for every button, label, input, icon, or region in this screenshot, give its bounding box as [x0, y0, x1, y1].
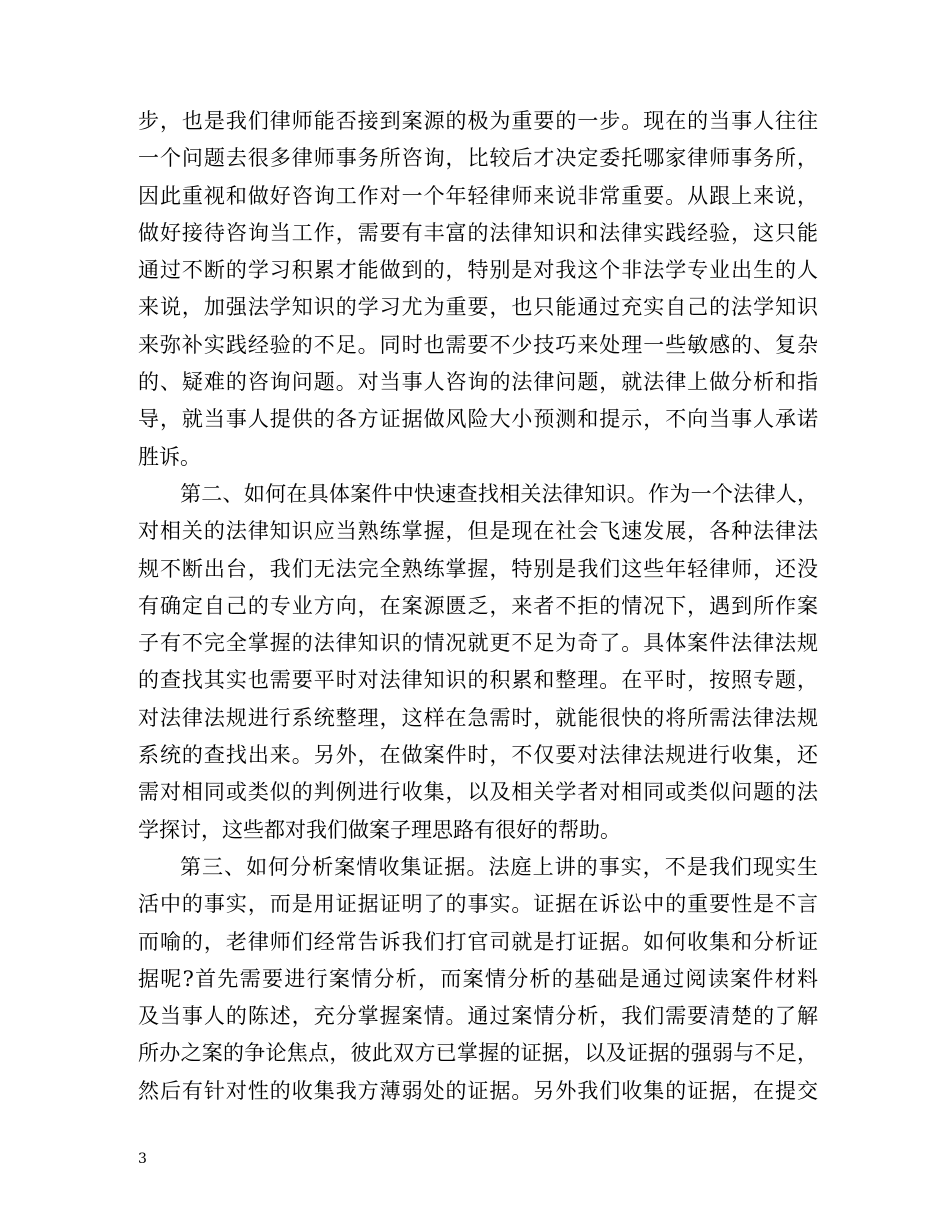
text-line: 导，就当事人提供的各方证据做风险大小预测和提示，不向当事人承诺 — [138, 407, 818, 432]
text-line: 及当事人的陈述，充分掌握案情。通过案情分析，我们需要清楚的了解 — [138, 1004, 818, 1029]
text-line: 第二、如何在具体案件中快速查找相关法律知识。作为一个法律人， — [180, 481, 818, 506]
text-line: 对相关的法律知识应当熟练掌握，但是现在社会飞速发展，各种法律法 — [138, 519, 818, 544]
text-line: 通过不断的学习积累才能做到的，特别是对我这个非法学专业出生的人 — [138, 258, 818, 283]
text-line: 而喻的，老律师们经常告诉我们打官司就是打证据。如何收集和分析证 — [138, 929, 818, 954]
text-line: 来弥补实践经验的不足。同时也需要不少技巧来处理一些敏感的、复杂 — [138, 332, 818, 357]
body-text — [138, 103, 818, 1110]
text-line: 的查找其实也需要平时对法律知识的积累和整理。在平时，按照专题， — [138, 668, 818, 693]
text-line: 步，也是我们律师能否接到案源的极为重要的一步。现在的当事人往往 — [138, 109, 818, 133]
text-line: 做好接待咨询当工作，需要有丰富的法律知识和法律实践经验，这只能 — [138, 220, 818, 245]
text-line: 第三、如何分析案情收集证据。法庭上讲的事实，不是我们现实生 — [180, 854, 818, 879]
text-line: 的、疑难的咨询问题。对当事人咨询的法律问题，就法律上做分析和指 — [138, 370, 818, 395]
text-line: 系统的查找出来。另外，在做案件时，不仅要对法律法规进行收集，还 — [138, 743, 818, 768]
text-line: 因此重视和做好咨询工作对一个年轻律师来说非常重要。从跟上来说， — [138, 183, 818, 208]
page-number: 3 — [138, 1151, 147, 1167]
text-line: 胜诉。 — [138, 444, 201, 469]
text-line: 对法律法规进行系统整理，这样在急需时，就能很快的将所需法律法规 — [138, 705, 818, 730]
text-line: 据呢?首先需要进行案情分析，而案情分析的基础是通过阅读案件材料 — [138, 966, 818, 991]
text-line: 需对相同或类似的判例进行收集，以及相关学者对相同或类似问题的法 — [138, 780, 818, 805]
text-line: 所办之案的争论焦点，彼此双方已掌握的证据，以及证据的强弱与不足， — [138, 1041, 818, 1066]
text-line: 一个问题去很多律师事务所咨询，比较后才决定委托哪家律师事务所， — [138, 146, 818, 171]
text-line: 学探讨，这些都对我们做案子理思路有很好的帮助。 — [138, 817, 621, 842]
text-line: 来说，加强法学知识的学习尤为重要，也只能通过充实自己的法学知识 — [138, 295, 818, 320]
text-line: 子有不完全掌握的法律知识的情况就更不足为奇了。具体案件法律法规 — [138, 631, 818, 656]
text-line: 有确定自己的专业方向，在案源匮乏，来者不拒的情况下，遇到所作案 — [138, 593, 818, 618]
text-line: 活中的事实，而是用证据证明了的事实。证据在诉讼中的重要性是不言 — [138, 892, 818, 917]
text-line: 然后有针对性的收集我方薄弱处的证据。另外我们收集的证据，在提交 — [138, 1078, 818, 1103]
text-line: 规不断出台，我们无法完全熟练掌握，特别是我们这些年轻律师，还没 — [138, 556, 818, 581]
